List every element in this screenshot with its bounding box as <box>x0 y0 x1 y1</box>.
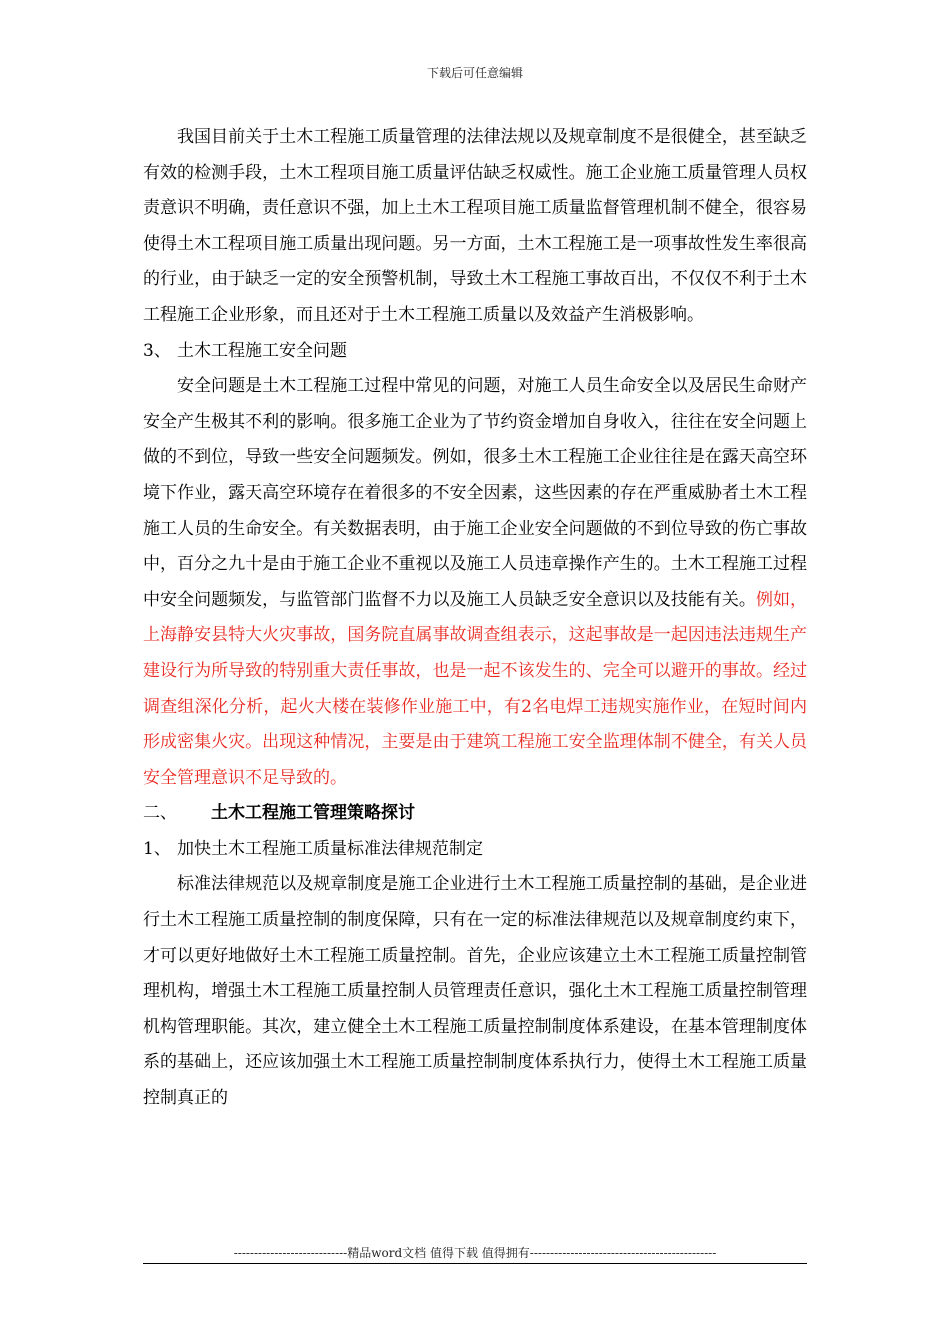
section-title: 土木工程施工安全问题 <box>177 340 347 361</box>
highlighted-example-text: 例如，上海静安县特大火灾事故，国务院直属事故调查组表示，这起事故是一起因违法违规生产建设行为所导致的特别重大责任事故，也是一起不该发生的、完全可以避开的事故。经过调查组深化分析，起火大楼在装修作业施工中，有2名电焊工违规实施作业，在短时间内形成密集火灾。出现这种情况，主要是由于建筑工程施工安全监理体制不健全，有关人员安全管理意识不足导致的。 <box>143 589 808 788</box>
header-note: 下载后可任意编辑 <box>426 66 523 80</box>
chapter-heading-2 <box>143 796 807 832</box>
paragraph-safety-issues <box>143 369 807 796</box>
section-number: 1、 <box>143 838 171 859</box>
paragraph-standards: 标准法律规范以及规章制度是施工企业进行土木工程施工质量控制的基础，是企业进行土木工程施工质量控制的制度保障，只有在一定的标准法律规范以及规章制度约束下，才可以更好地做好土木工程施工质量控制。首先，企业应该建立土木工程施工质量控制管理机构，增强土木工程施工质量控制人员管理责任意识，强化土木工程施工质量控制管理机构管理职能。其次，建立健全土木工程施工质量控制制度体系建设，在基本管理制度体系的基础上，还应该加强土木工程施工质量控制制度体系执行力，使得土木工程施工质量控制真正的 <box>143 874 807 1109</box>
footer-note: ----------------------------精品word文档 值得下载 值得拥有---------------------------------------------- <box>233 1246 717 1260</box>
footer-divider <box>143 1263 807 1264</box>
section-title: 加快土木工程施工质量标准法律规范制定 <box>177 838 483 859</box>
chapter-number: 二、 <box>143 803 177 824</box>
chapter-title: 土木工程施工管理策略探讨 <box>211 803 415 824</box>
section-heading-3 <box>143 334 807 370</box>
paragraph-safety-text: 安全问题是土木工程施工过程中常见的问题，对施工人员生命安全以及居民生命财产安全产生极其不利的影响。很多施工企业为了节约资金增加自身收入，往往在安全问题上做的不到位，导致一些安全问题频发。例如，很多土木工程施工企业往往是在露天高空环境下作业，露天高空环境存在着很多的不安全因素，这些因素的存在严重威胁者土木工程施工人员的生命安全。有关数据表明，由于施工企业安全问题做的不到位导致的伤亡事故中，百分之九十是由于施工企业不重视以及施工人员违章操作产生的。土木工程施工过程中安全问题频发，与监管部门监督不力以及施工人员缺乏安全意识以及技能有关。 <box>143 376 807 610</box>
section-number: 3、 <box>143 340 171 361</box>
document-body <box>143 120 807 1117</box>
paragraph-quality-regulation: 我国目前关于土木工程施工质量管理的法律法规以及规章制度不是很健全，甚至缺乏有效的检测手段，土木工程项目施工质量评估缺乏权威性。施工企业施工质量管理人员权责意识不明确，责任意识不强，加上土木工程项目施工质量监督管理机制不健全，很容易使得土木工程项目施工质量出现问题。另一方面，土木工程施工是一项事故性发生率很高的行业，由于缺乏一定的安全预警机制，导致土木工程施工事故百出，不仅仅不利于土木工程施工企业形象，而且还对于土木工程施工质量以及效益产生消极影响。 <box>143 127 807 325</box>
section-heading-1 <box>143 832 807 868</box>
